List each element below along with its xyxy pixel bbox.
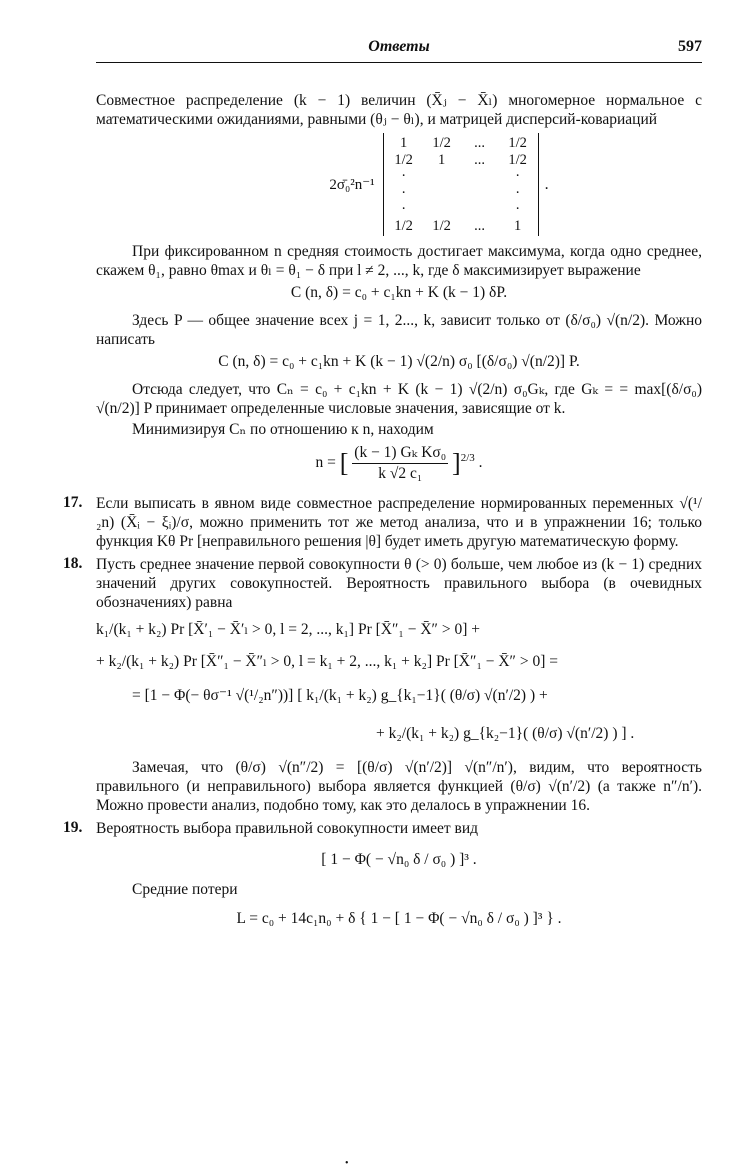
- matrix-cell: ·: [401, 201, 407, 217]
- formula-18-line3: = [1 − Φ(− θσ⁻¹ √(¹/₂n″))] [ k₁/(k₁ + k₂) g_{k₁−1}( (θ/σ) √(n′/2) ) +: [132, 687, 548, 704]
- matrix-row: [392, 152, 530, 169]
- matrix-row: [392, 218, 530, 235]
- page: [63, 36, 702, 929]
- running-title: Ответы: [368, 38, 430, 55]
- covariance-matrix: 2σ̄₀²n⁻¹ 1 1/2 ... 1/2 1/2 1 ... 1/2 · · · · · · 1/2 1/2 ... 1 .: [176, 133, 702, 236]
- matrix-cell: [468, 168, 492, 185]
- stray-dot: •: [345, 1158, 349, 1169]
- formula-n-optimal: n = [ $\frac{\text{(k − 1) Gₖ Kσ₀}}{\text{k √2 c₁}}$ ]$^{2/3}$ .: [315, 444, 483, 482]
- formula-cost: C (n, δ) = c₀ + c₁kn + K (k − 1) δP.: [290, 284, 508, 301]
- matrix-cell: 1: [437, 151, 446, 168]
- matrix-cell: 1/2: [508, 135, 527, 151]
- formula-19-loss: L = c₀ + 14c₁n₀ + δ { 1 − [ 1 − Φ( − √n₀ δ / σ₀ ) ]³ } .: [236, 910, 562, 927]
- matrix-cell: ·: [515, 184, 521, 201]
- answer-17-number: 17.: [63, 494, 83, 511]
- n-exponent: 2/3: [460, 451, 475, 464]
- matrix-cell: ·: [515, 201, 521, 217]
- matrix-body: [383, 133, 539, 236]
- matrix-cell: 1/2: [394, 151, 413, 168]
- paragraph-here-p: Здесь P — общее значение всех j = 1, 2..., k, зависит только от (δ/σ₀) √(n/2). Можно написать: [96, 312, 702, 348]
- answer-19-text2: Средние потери: [132, 881, 238, 898]
- answer-19-number: 19.: [63, 819, 83, 836]
- formula-19-probability: [ 1 − Φ( − √n₀ δ / σ₀ ) ]³ .: [321, 851, 477, 868]
- matrix-coefficient: 2σ̄₀²n⁻¹: [329, 177, 375, 193]
- n-lhs: n =: [315, 454, 336, 472]
- formula-18-line2: + k₂/(k₁ + k₂) Pr [X̄″₁ − X̄″ₗ > 0, l = k₁ + 2, ..., k₁ + k₂] Pr [X̄″₁ − X̄″ > 0] =: [96, 653, 559, 670]
- n-fraction: [352, 443, 448, 484]
- paragraph-follows: Отсюда следует, что Cₙ = c₀ + c₁kn + K (k − 1) √(2/n) σ₀Gₖ, где Gₖ = = max[(δ/σ₀) √(n/2)] P принимает определенные числовые значения, зависящие от k.: [96, 381, 702, 417]
- matrix-cell: ...: [474, 217, 486, 234]
- matrix-cell: 1/2: [394, 217, 413, 234]
- matrix-row: [392, 135, 530, 152]
- matrix-row: [392, 168, 530, 185]
- matrix-cell: 1: [513, 217, 522, 234]
- paragraph-distribution: Совместное распределение (k − 1) величин (X̄ⱼ − X̄ₗ) многомерное нормальное с математическими ожиданиями, равными (θⱼ − θₗ), и матрицей дисперсий-ковариаций: [96, 92, 702, 128]
- matrix-cell: ·: [401, 168, 407, 184]
- matrix-cell: ...: [474, 135, 486, 151]
- running-header: [96, 36, 702, 63]
- matrix-cell: 1/2: [432, 135, 451, 151]
- matrix-row: [392, 201, 530, 218]
- matrix-cell: ...: [474, 151, 486, 168]
- matrix-cell: [468, 201, 492, 218]
- matrix-cell: 1/2: [432, 217, 451, 234]
- paragraph-fixed-n: При фиксированном n средняя стоимость достигает максимума, когда одно среднее, скажем θ₁, равно θmax и θₗ = θ₁ − δ при l ≠ 2, ..., k, где δ максимизирует выражение: [96, 243, 702, 279]
- answer-18-text: Пусть среднее значение первой совокупности θ (> 0) больше, чем любое из (k − 1) средних значений других совокупностей. Вероятность правильного выбора (в очевидных обозначениях) равна: [96, 556, 702, 611]
- matrix-cell: 1/2: [508, 151, 527, 168]
- matrix-cell: ·: [515, 168, 521, 184]
- answer-19: [63, 819, 702, 929]
- answer-17-text: Если выписать в явном виде совместное распределение нормированных переменных √(¹/₂n) (X̄ᵢ − ξᵢ)/σ, можно применить тот же метод анализа, что и в упражнении 16; только функция Kθ Pr [неправильного решения |θ] будет иметь другую математическую форму.: [96, 495, 702, 550]
- answer-19-text: Вероятность выбора правильной совокупности имеет вид: [96, 820, 478, 837]
- formula-cost-expanded: C (n, δ) = c₀ + c₁kn + K (k − 1) √(2/n) σ₀ [(δ/σ₀) √(n/2)] P.: [218, 353, 580, 370]
- matrix-cell: [430, 201, 454, 218]
- page-number: 597: [678, 38, 702, 55]
- matrix-cell: ·: [401, 184, 407, 201]
- matrix-cell: 1: [399, 135, 408, 151]
- matrix-cell: [468, 185, 492, 202]
- formula-18-line1: k₁/(k₁ + k₂) Pr [X̄′₁ − X̄′ₗ > 0, l = 2, ..., k₁] Pr [X̄″₁ − X̄″ > 0] +: [96, 621, 480, 638]
- n-fraction-denominator: k √2 c₁: [378, 465, 423, 482]
- answer-18-text2: Замечая, что (θ/σ) √(n″/2) = [(θ/σ) √(n′/2)] √(n″/n′), видим, что вероятность правильного (и неправильного) выбора является функцией (θ/σ) √(n′/2) (а также n″/n′). Можно провести анализ, подобно тому, как это делалось в упражнении 16.: [96, 759, 702, 814]
- matrix-cell: [430, 168, 454, 185]
- n-fraction-numerator: (k − 1) Gₖ Kσ₀: [352, 443, 448, 464]
- answer-18-number: 18.: [63, 555, 83, 572]
- paragraph-minimizing: Минимизируя Cₙ по отношению к n, находим: [132, 421, 434, 438]
- answer-18: [63, 555, 702, 815]
- answer-17: [63, 494, 702, 551]
- matrix-row: [392, 185, 530, 202]
- formula-18-line4: + k₂/(k₁ + k₂) g_{k₂−1}( (θ/σ) √(n′/2) ) ] .: [376, 725, 635, 742]
- matrix-cell: [430, 185, 454, 202]
